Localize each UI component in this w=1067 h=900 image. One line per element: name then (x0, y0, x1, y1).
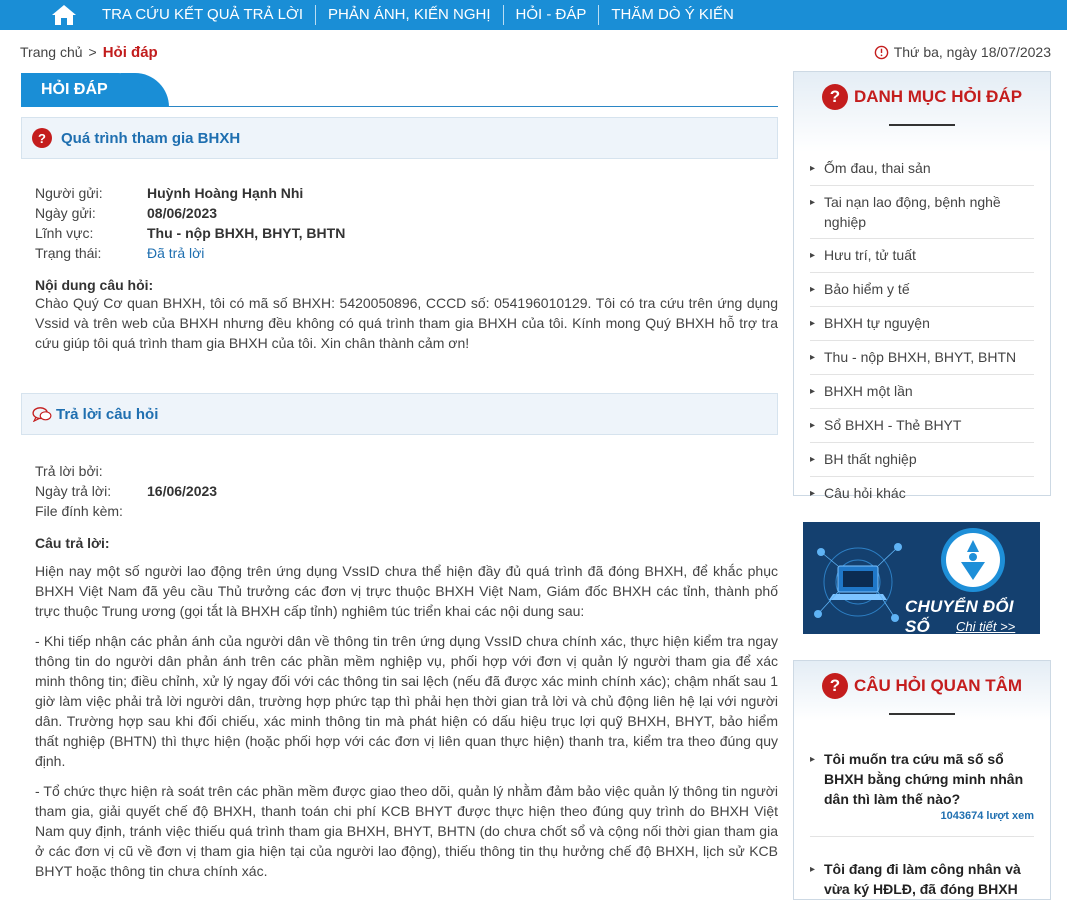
status-value: Đã trả lời (147, 245, 205, 261)
category-item[interactable] (810, 375, 1034, 409)
sent-date-label: Ngày gửi: (35, 205, 96, 221)
category-panel-title: DANH MỤC HỎI ĐÁP (853, 87, 1023, 106)
featured-list (794, 721, 1050, 899)
question-title: Quá trình tham gia BHXH (61, 129, 241, 147)
divider (810, 836, 1034, 837)
answer-title: Trả lời câu hỏi (56, 405, 159, 423)
bullet-icon: ▸ (810, 352, 816, 363)
nav-qa[interactable]: HỎI - ĐÁP (515, 6, 587, 23)
bullet-icon: ▸ (810, 454, 816, 465)
breadcrumb-separator: > (88, 44, 97, 60)
category-panel (793, 71, 1051, 501)
banner-title: CHUYỂN ĐỔI SỐ (905, 597, 1014, 634)
view-count: 1043674 lượt xem (940, 810, 1034, 822)
nav-survey[interactable]: THĂM DÒ Ý KIẾN (611, 6, 734, 23)
bullet-icon: ▸ (810, 197, 816, 208)
category-label[interactable]: BH thất nghiệp (824, 451, 917, 467)
category-label[interactable]: BHXH một lần (824, 383, 913, 399)
bullet-icon: ▸ (810, 250, 816, 261)
bullet-icon: ▸ (810, 864, 816, 875)
question-content-text: Chào Quý Cơ quan BHXH, tôi có mã số BHXH: 5420050896, CCCD số: 054196010129. Tôi có tra cứu trên ứng dụng Vssid và trên web của BHXH nhưng đều không có quá trình tham gia BHXH của tôi. Kính mong Quý BHXH hỗ trợ tra cứu giúp tôi quá trình tham gia BHXH của tôi. Xin chân thành cảm ơn! (35, 295, 778, 351)
answer-content (21, 521, 778, 881)
featured-item[interactable] (810, 749, 1034, 837)
sender-value: Huỳnh Hoàng Hạnh Nhi (147, 185, 304, 201)
breadcrumb-current[interactable]: Hỏi đáp (102, 43, 158, 61)
field-label: Lĩnh vực: (35, 225, 94, 241)
answer-paragraph: Hiện nay một số người lao động trên ứng dụng VssID chưa thể hiện đầy đủ quá trình đã đóng BHXH, để khắc phục BHXH Việt Nam đã yêu cầu Thủ trưởng các đơn vị trực thuộc BHXH Việt Nam, Giám đốc BHXH các tỉnh, thành phố trực thuộc Trung ương (gọi tắt là BHXH cấp tỉnh) nghiêm túc triển khai các nội dung sau: (35, 563, 778, 619)
clock-icon (874, 45, 889, 60)
category-item[interactable] (810, 477, 1034, 510)
bullet-icon: ▸ (810, 386, 816, 397)
category-item[interactable] (810, 409, 1034, 443)
question-mark-icon: ? (822, 673, 848, 699)
tab-hoi-dap: HỎI ĐÁP (21, 73, 148, 107)
main-content (21, 70, 778, 881)
category-label[interactable]: Bảo hiểm y tế (824, 281, 910, 297)
category-panel-header (794, 72, 1050, 152)
answer-meta (21, 435, 778, 521)
title-underline (889, 124, 955, 126)
nav-feedback[interactable]: PHẢN ÁNH, KIẾN NGHỊ (328, 6, 491, 23)
featured-item[interactable] (810, 859, 1034, 899)
answer-paragraph: - Tổ chức thực hiện rà soát trên các phần mềm được giao theo dõi, quản lý nhằm đảm bảo việc quản lý thông tin người tham gia, giải quyết chế độ BHXH, thanh toán chi phí KCB BHYT được thực hiện theo đúng quy trình do BHXH Việt Nam quy định, tránh việc thiếu quá trình tham gia BHXH, BHYT, BHTN (do chưa chốt sổ và cộng nối thời gian tham gia ở các đơn vị cũ về đơn vị tham gia hiện tại của người lao động), thiếu thông tin thụ hưởng chế độ BHXH, lịch sử KCB BHYT hoặc thông tin chưa chính xác. (35, 783, 778, 879)
featured-panel-header (794, 661, 1050, 721)
featured-questions-panel (793, 660, 1051, 900)
breadcrumb-home-link[interactable]: Trang chủ (20, 44, 83, 60)
attachment-label: File đính kèm: (35, 503, 123, 519)
featured-panel-title: CÂU HỎI QUAN TÂM (853, 676, 1023, 695)
answer-icon (32, 406, 52, 422)
category-label[interactable]: Thu - nộp BHXH, BHYT, BHTN (824, 349, 1017, 365)
question-mark-icon: ? (32, 128, 52, 148)
sent-date-value: 08/06/2023 (147, 205, 218, 221)
answer-date-label: Ngày trả lời: (35, 483, 112, 499)
bullet-icon: ▸ (810, 163, 816, 174)
status-label: Trạng thái: (35, 245, 102, 261)
answer-heading: Câu trả lời: (35, 535, 110, 551)
category-item[interactable] (810, 152, 1034, 186)
featured-question[interactable]: Tôi muốn tra cứu mã số sổ BHXH bằng chứng minh nhân dân thì làm thế nào? (824, 751, 1024, 807)
bullet-icon: ▸ (810, 488, 816, 499)
category-label[interactable]: BHXH tự nguyện (824, 315, 930, 331)
question-header (21, 117, 778, 159)
answer-paragraph: - Khi tiếp nhận các phản ánh của người dân về thông tin trên ứng dụng VssID chưa chính xác, thực hiện kiểm tra ngay thông tin do người dân phản ánh trên các phần mềm nghiệp vụ, phối hợp với đơn vị quản lý người tham gia để xác minh thông tin; điều chỉnh, xử lý ngay đối với các thông tin sai lệch (nếu đã được xác minh chính xác); chậm nhất sau 1 giờ làm việc phải trả lời người dân, trường hợp phức tạp thì phải hẹn thời gian trả lời và chủ động liên hệ lại với người dân. Trường hợp sau khi đối chiếu, xác minh thông tin mà phát hiện có dấu hiệu trục lợi quỹ BHXH, BHYT, bảo hiểm thất nghiệp (BHTN) thì thực hiện (hoặc phối hợp với các đơn vị liên quan thực hiện) thanh tra, kiểm tra theo đúng quy định. (35, 633, 778, 769)
category-item[interactable] (810, 443, 1034, 477)
category-item[interactable] (810, 273, 1034, 307)
category-label[interactable]: Hưu trí, tử tuất (824, 247, 916, 263)
section-tab-bar (21, 70, 778, 107)
featured-question[interactable]: Tôi đang đi làm công nhân và vừa ký HĐLĐ, đã đóng BHXH (824, 861, 1021, 897)
bullet-icon: ▸ (810, 284, 816, 295)
field-value: Thu - nộp BHXH, BHYT, BHTN (147, 225, 346, 241)
category-item[interactable] (810, 307, 1034, 341)
sender-label: Người gửi: (35, 185, 103, 201)
question-content-heading: Nội dung câu hỏi: (35, 277, 154, 293)
category-label[interactable]: Tai nạn lao động, bệnh nghề nghiệp (824, 194, 1001, 230)
current-date (874, 44, 1051, 60)
question-meta (21, 159, 778, 263)
top-nav (0, 0, 1067, 30)
breadcrumb (20, 42, 1051, 62)
bullet-icon: ▸ (810, 420, 816, 431)
category-label[interactable]: Ốm đau, thai sản (824, 160, 931, 176)
category-label[interactable]: Câu hỏi khác (824, 485, 906, 501)
answer-header (21, 393, 778, 435)
question-mark-icon: ? (822, 84, 848, 110)
digital-transformation-banner[interactable] (803, 522, 1040, 634)
banner-details-link[interactable]: Chi tiết >> (956, 619, 1016, 634)
category-item[interactable] (810, 186, 1034, 239)
bullet-icon: ▸ (810, 754, 816, 765)
category-item[interactable] (810, 341, 1034, 375)
title-underline (889, 713, 955, 715)
date-text: Thứ ba, ngày 18/07/2023 (893, 44, 1051, 60)
category-item[interactable] (810, 239, 1034, 273)
home-icon[interactable] (38, 0, 90, 30)
nav-lookup-results[interactable]: TRA CỨU KẾT QUẢ TRẢ LỜI (102, 6, 303, 23)
bullet-icon: ▸ (810, 318, 816, 329)
answered-by-label: Trả lời bởi: (35, 463, 103, 479)
question-content (21, 263, 778, 353)
answer-date-value: 16/06/2023 (147, 483, 218, 499)
category-list (794, 152, 1050, 510)
category-label[interactable]: Sổ BHXH - Thẻ BHYT (824, 417, 962, 433)
